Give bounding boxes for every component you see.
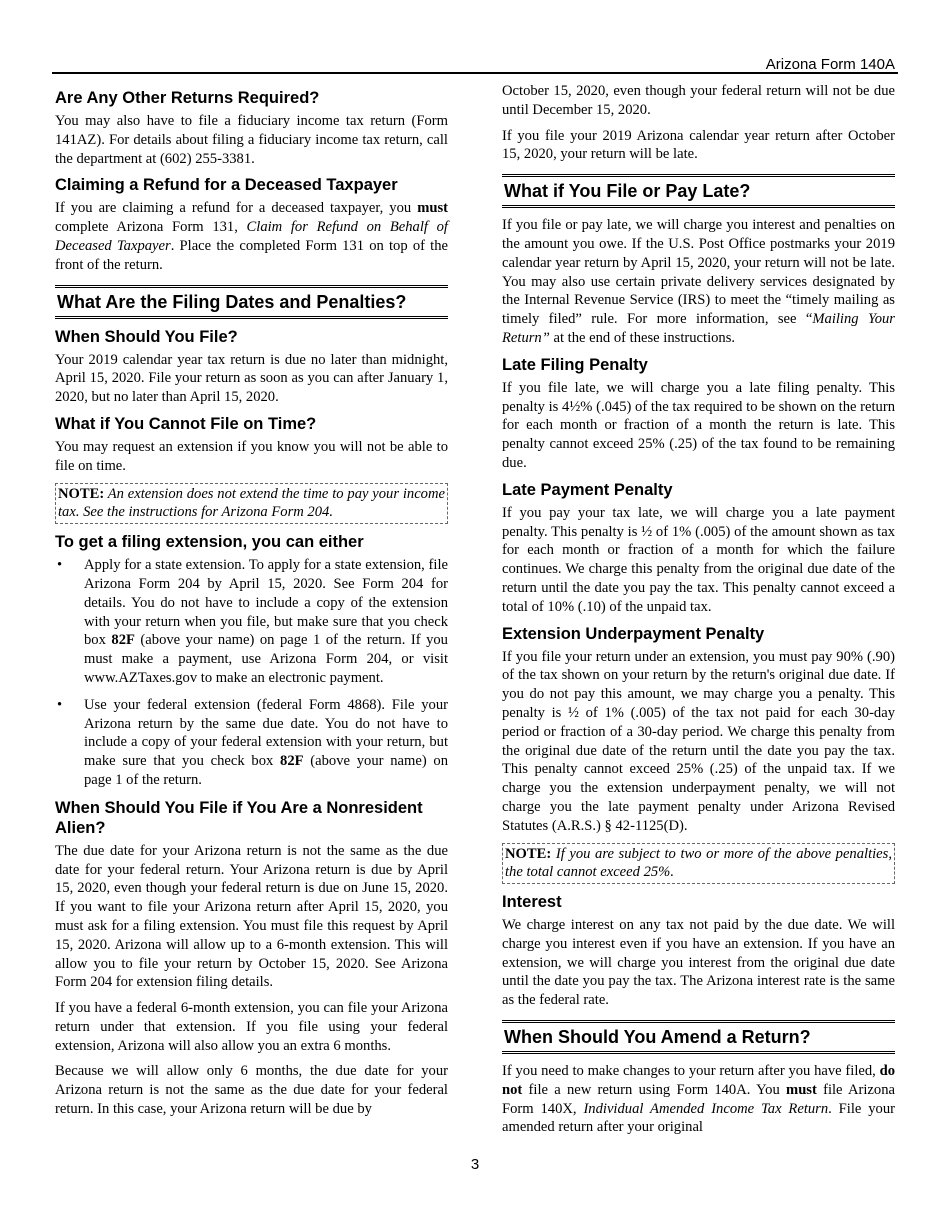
para-other-returns: You may also have to file a fiduciary income tax return (Form 141AZ). For details about filing a fiduciary income tax return, call the department at (602) 255-3381. [55, 113, 448, 167]
right-column [502, 82, 895, 1144]
para-nonresident-2: If you have a federal 6-month extension, you can file your Arizona return under that extension. If you file using your federal extension, Arizona will also allow you an extra 6 months. [55, 1000, 448, 1054]
left-column [55, 82, 448, 1126]
heading-deceased-refund: Claiming a Refund for a Deceased Taxpayer [55, 176, 398, 195]
heading-get-extension: To get a filing extension, you can either [55, 533, 364, 552]
para-nonresident-1: The due date for your Arizona return is not the same as the due date for your federal return. Your Arizona return is due by April 15, 2020, even though your federal return is due on June 15, 2020. If you want to file your Arizona return after April 15, 2020, you must ask for a filing extension. You must file this request by April 15, 2020. Arizona will allow up to a 6-month extension. This will allow you to file your return by October 15, 2020. See Arizona Form 204 for extension filing details. [55, 842, 448, 991]
para-continued-1: October 15, 2020, even though your federal return will not be due until December 15, 2020. [502, 83, 895, 118]
para-nonresident-3: Because we will allow only 6 months, the due date for your Arizona return is not the same as the due date for your federal return. In this case, your Arizona return will be due by [55, 1063, 448, 1118]
heading-other-returns: Are Any Other Returns Required? [55, 89, 320, 107]
para-amend-return: If you need to make changes to your return after you have filed, do not file a new return using Form 140A. You must file Arizona Form 140X, Individual Amended Income Tax Return. File your amended return after your original [502, 1063, 895, 1136]
list-item: • Apply for a state extension. To apply for a state extension, file Arizona Form 204 by April 15, 2020. See Form 204 for details. You do not have to include a copy of the extension with your return when you file, but make sure that you check box 82F (above your name) on page 1 of the return. If you must make a payment, use Arizona Form 204, or visit www.AZTaxes.gov to make an electronic payment. [57, 557, 448, 686]
heading-late-filing: Late Filing Penalty [502, 355, 648, 374]
note-penalties: NOTE: If you are subject to two or more of the above penalties, the total cannot exceed 25%. [502, 843, 895, 885]
extension-options-list [55, 556, 448, 790]
para-deceased-refund: If you are claiming a refund for a deceased taxpayer, you must complete Arizona Form 131, Claim for Refund on Behalf of Deceased Taxpayer. Place the completed Form 131 on top of the front of the return. [55, 200, 448, 273]
para-late-payment: If you pay your tax late, we will charge you a late payment penalty. This penalty is ½ of 1% (.005) of the amount shown as tax for each month or fraction of a month for which the failure continues. We charge this penalty from the original due date of the return until the date you pay the tax. This penalty cannot exceed a total of 10% (.10) of the unpaid tax. [502, 504, 895, 615]
list-item: • Use your federal extension (federal Form 4868). File your Arizona return by the same due date. You do not have to include a copy of your federal extension with your return, but make sure that you check box 82F (above your name) on page 1 of the return. [57, 696, 449, 788]
para-cannot-file: You may request an extension if you know you will not be able to file on time. [55, 438, 448, 474]
header-rule [52, 72, 898, 74]
para-file-pay-late: If you file or pay late, we will charge you interest and penalties on the amount you owe. If the U.S. Post Office postmarks your 2019 calendar year return by April 15, 2020, your return will not be late. You may also use certain private delivery services designated by the Internal Revenue Service (IRS) to meet the “timely mailing as timely filed” rule. For more information, see “Mailing Your Return” at the end of these instructions. [502, 217, 895, 346]
heading-when-file: When Should You File? [55, 327, 238, 346]
section-amend-return: When Should You Amend a Return? [502, 1020, 895, 1054]
bullet-icon: • [57, 557, 63, 574]
para-late-filing: If you file late, we will charge you a late filing penalty. This penalty is 4½% (.045) of the tax required to be shown on the return for each month or fraction of a month the return is late. This penalty cannot exceed 25% (.25) of the tax found to be remaining due. [502, 379, 895, 471]
para-continued-2: If you file your 2019 Arizona calendar year return after October 15, 2020, your return will be late. [502, 127, 895, 163]
para-interest: We charge interest on any tax not paid by the due date. We will charge you interest even if you have an extension. If you have an extension, we will charge you interest from the original due date until the date you pay the tax. The Arizona interest rate is the same as the federal rate. [502, 917, 895, 1009]
para-underpayment: If you file your return under an extension, you must pay 90% (.90) of the tax shown on your return by the return's original due date. If you do not pay this amount, we may charge you a penalty. This penalty is ½ of 1% (.005) of the tax not paid for each 30-day period or fraction of a 30-day period. We charge this penalty from the original due date of the return until the date you pay the tax. This penalty cannot exceed 25% (.25) of the unpaid tax. If we charge you the extension underpayment penalty, we will not charge you the late payment penalty under Arizona Revised Statutes (A.R.S.) § 42-1125(D). [502, 648, 895, 834]
heading-interest: Interest [502, 893, 562, 912]
para-when-file: Your 2019 calendar year tax return is due no later than midnight, April 15, 2020. File your return as soon as you can after January 1, 2020, but no later than April 15, 2020. [55, 351, 448, 406]
page-number: 3 [470, 1156, 480, 1173]
note-extension: NOTE: An extension does not extend the time to pay your income tax. See the instructions for Arizona Form 204. [55, 483, 448, 525]
bullet-icon: • [57, 696, 63, 713]
heading-nonresident: When Should You File if You Are a Nonresident Alien? [55, 798, 423, 837]
heading-cannot-file: What if You Cannot File on Time? [55, 414, 317, 433]
heading-underpayment: Extension Underpayment Penalty [502, 624, 765, 643]
section-filing-dates: What Are the Filing Dates and Penalties? [55, 285, 448, 319]
heading-late-payment: Late Payment Penalty [502, 480, 673, 499]
form-header: Arizona Form 140A [765, 56, 895, 73]
section-file-pay-late: What if You File or Pay Late? [502, 174, 895, 208]
